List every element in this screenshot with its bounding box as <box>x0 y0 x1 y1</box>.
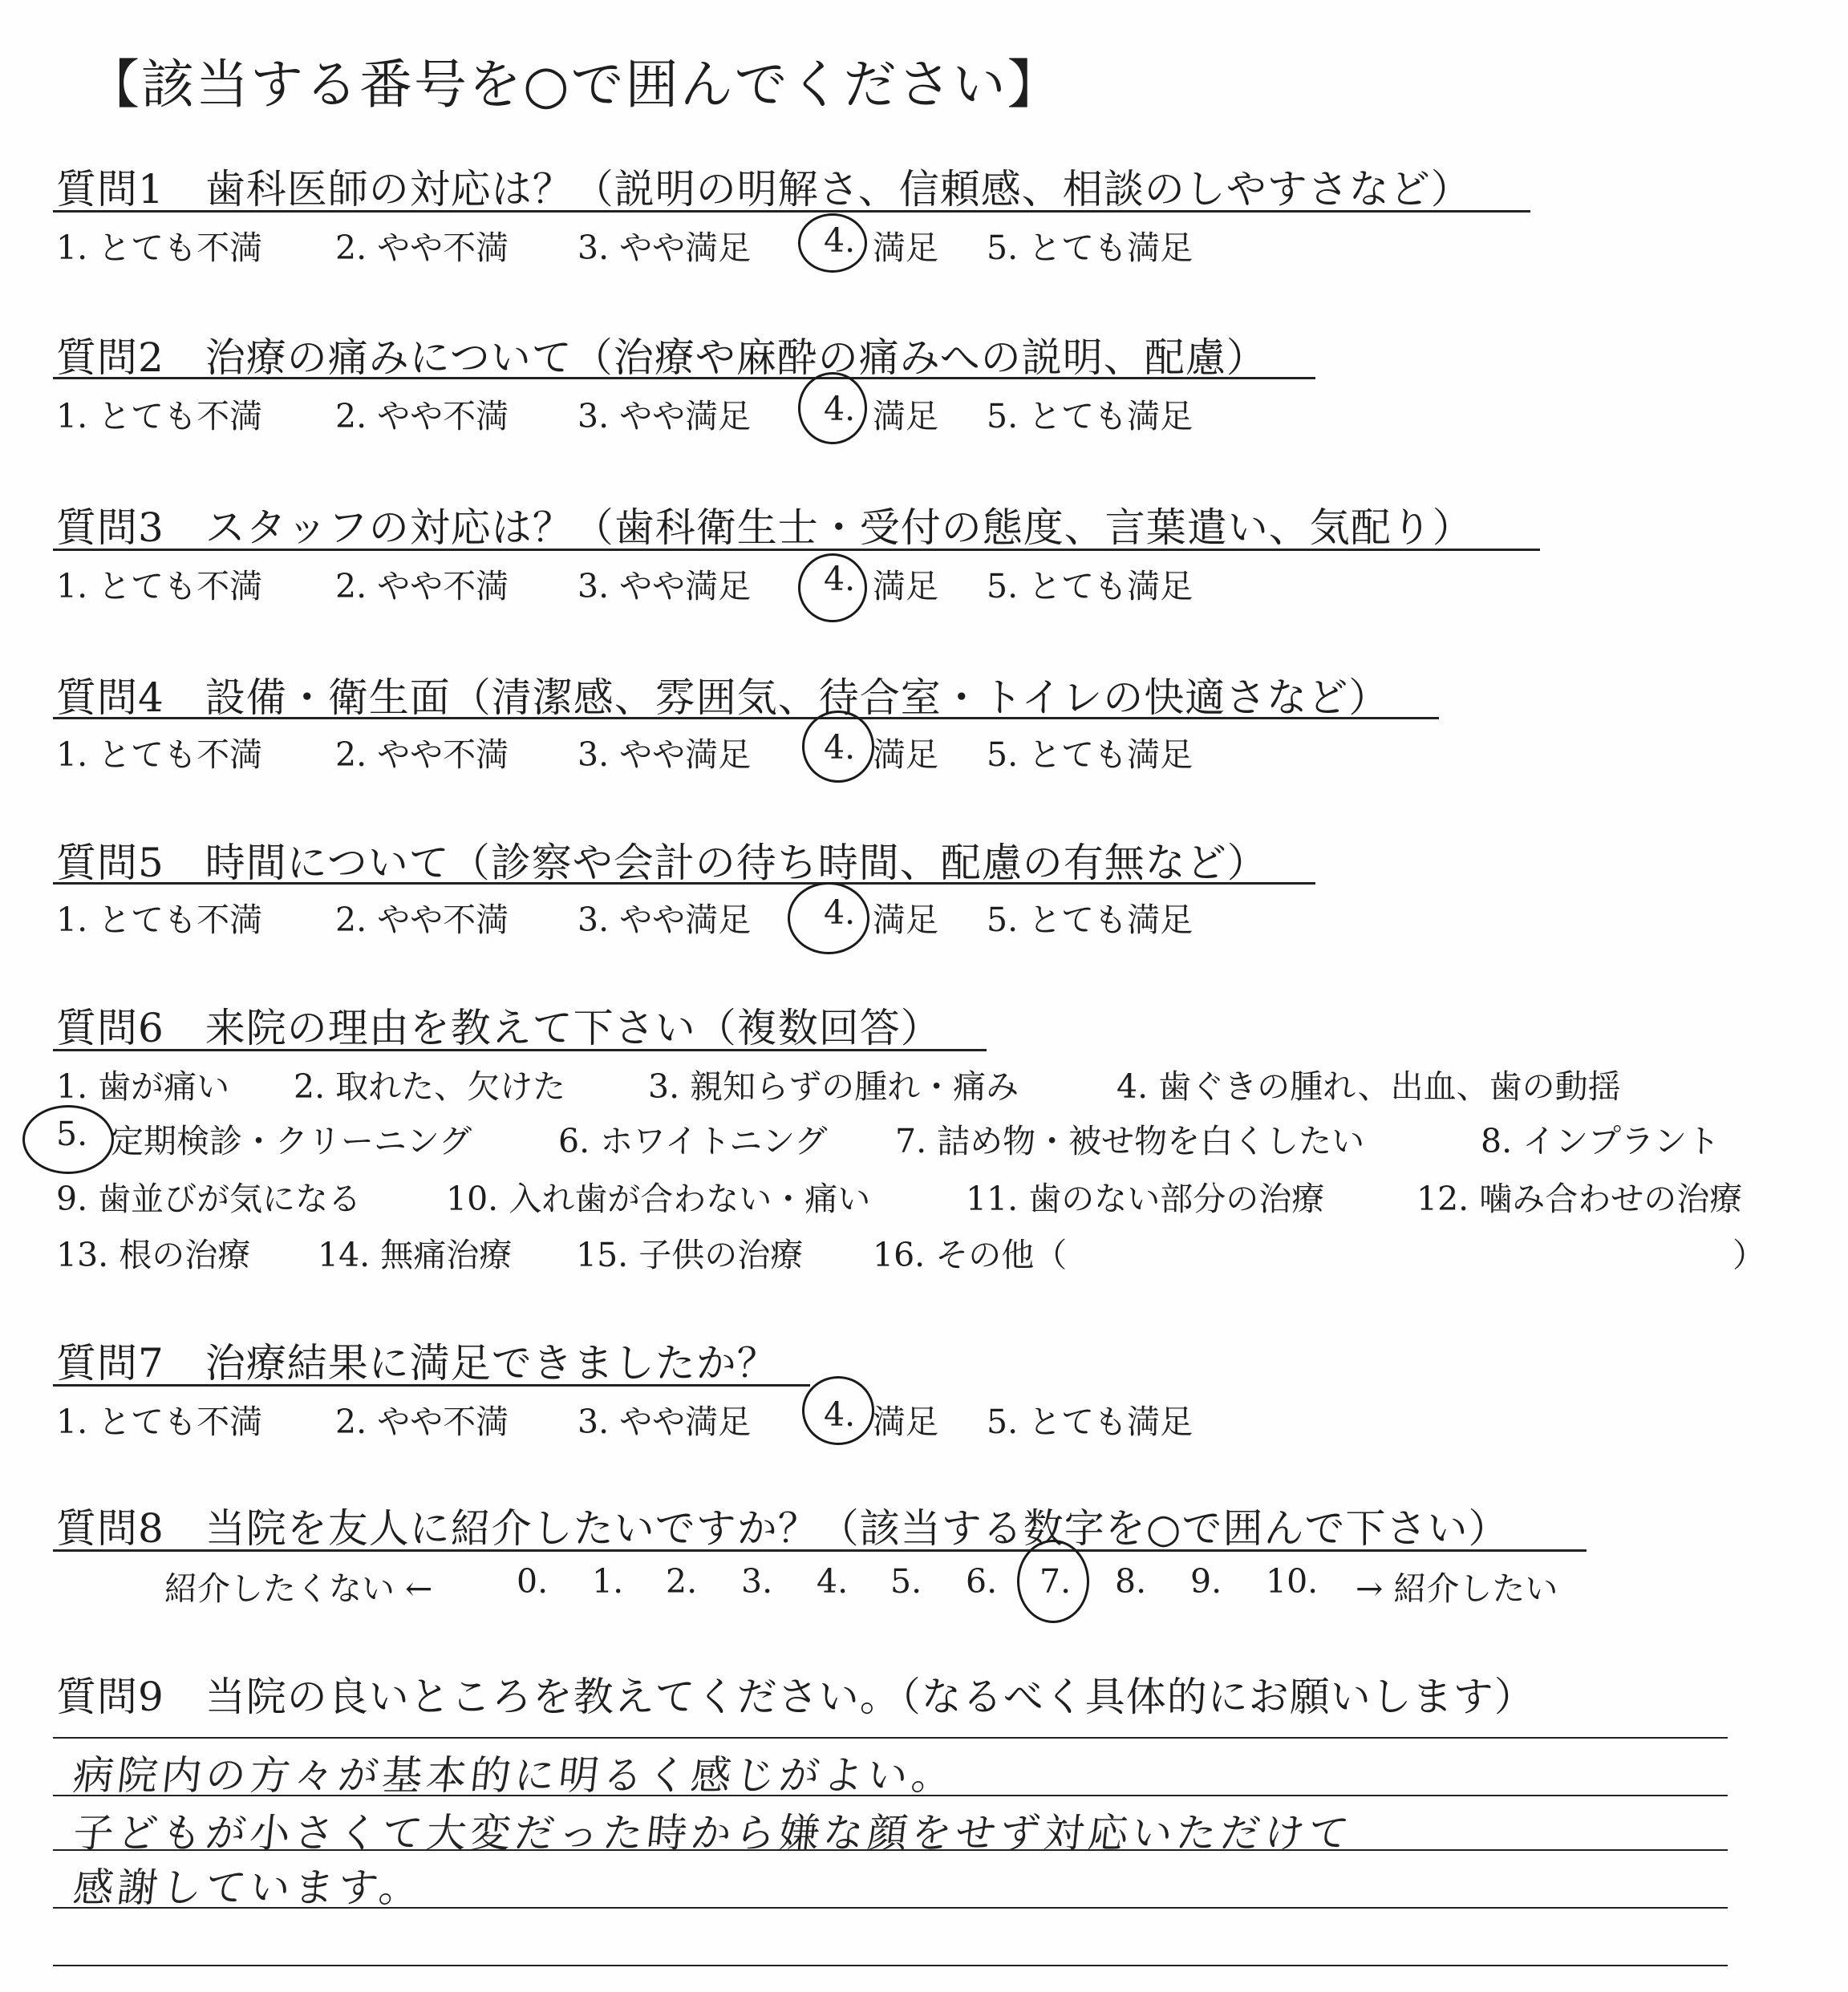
option-3[interactable]: 3. やや満足 <box>578 229 752 267</box>
question-6-row-3 <box>56 1172 1821 1217</box>
option-5[interactable]: 5. とても満足 <box>987 1403 1194 1441</box>
question-7-underline <box>53 1384 810 1387</box>
option-4-number[interactable]: 4. <box>824 1395 856 1434</box>
question-5-title: 質問5 時間について（診察や会計の待ち時間、配慮の有無など） <box>56 840 1268 886</box>
question-1-title: 質問1 歯科医師の対応は？（説明の明解さ、信頼感、相談のしやすさなど） <box>56 166 1472 213</box>
scale-10[interactable]: 10. <box>1266 1562 1319 1601</box>
question-8-scale <box>0 1562 1848 1607</box>
reason-5-label[interactable]: 定期検診・クリーニング <box>111 1122 472 1160</box>
scale-1[interactable]: 1. <box>592 1562 624 1601</box>
question-7-options <box>56 1395 1259 1440</box>
scale-8[interactable]: 8. <box>1115 1562 1147 1601</box>
answer-line <box>53 1965 1728 1966</box>
reason-3[interactable]: 3. 親知らずの腫れ・痛み <box>648 1067 1019 1106</box>
question-6-row-2 <box>56 1115 1821 1160</box>
scale-left-label: 紹介したくない ← <box>164 1569 433 1608</box>
option-4-number[interactable]: 4. <box>824 390 856 428</box>
reason-13[interactable]: 13. 根の治療 <box>56 1236 251 1274</box>
instruction-header: 【該当する番号を○で囲んでください】 <box>87 54 1062 115</box>
reason-16-close-paren: ） <box>1732 1236 1765 1274</box>
question-2-underline <box>53 377 1315 379</box>
option-4-label[interactable]: 満足 <box>873 1403 938 1441</box>
option-4-number[interactable]: 4. <box>824 560 856 598</box>
question-4-title: 質問4 設備・衛生面（清潔感、雰囲気、待合室・トイレの快適さなど） <box>56 674 1390 721</box>
option-4-label[interactable]: 満足 <box>873 567 938 605</box>
question-1-options <box>56 221 1259 266</box>
question-8-title: 質問8 当院を友人に紹介したいですか？（該当する数字を○で囲んで下さい） <box>56 1505 1510 1552</box>
reason-2[interactable]: 2. 取れた、欠けた <box>294 1067 566 1106</box>
scale-2[interactable]: 2. <box>666 1562 698 1601</box>
option-5[interactable]: 5. とても満足 <box>987 229 1194 267</box>
question-9-title: 質問9 当院の良いところを教えてください。（なるべく具体的にお願いします） <box>56 1674 1535 1720</box>
reason-10[interactable]: 10. 入れ歯が合わない・痛い <box>446 1180 871 1218</box>
scale-3[interactable]: 3. <box>741 1562 773 1601</box>
question-7-title: 質問7 治療結果に満足できましたか？ <box>56 1340 778 1387</box>
reason-6[interactable]: 6. ホワイトニング <box>558 1122 828 1160</box>
option-4-number[interactable]: 4. <box>824 893 856 932</box>
reason-4[interactable]: 4. 歯ぐきの腫れ、出血、歯の動揺 <box>1116 1067 1621 1106</box>
option-2[interactable]: 2. やや不満 <box>335 901 509 939</box>
question-6-underline <box>53 1049 987 1051</box>
option-1[interactable]: 1. とても不満 <box>56 901 263 939</box>
scale-6[interactable]: 6. <box>966 1562 998 1601</box>
option-3[interactable]: 3. やや満足 <box>578 567 752 605</box>
reason-8[interactable]: 8. インプラント <box>1481 1122 1720 1160</box>
question-6-row-1 <box>56 1060 1821 1105</box>
option-4-label[interactable]: 満足 <box>873 397 938 435</box>
option-2[interactable]: 2. やや不満 <box>335 229 509 267</box>
question-5-underline <box>53 882 1315 885</box>
reason-7[interactable]: 7. 詰め物・被せ物を白くしたい <box>895 1122 1365 1160</box>
reason-14[interactable]: 14. 無痛治療 <box>318 1236 513 1274</box>
reason-15[interactable]: 15. 子供の治療 <box>576 1236 804 1274</box>
option-1[interactable]: 1. とても不満 <box>56 735 263 774</box>
question-6-title: 質問6 来院の理由を教えて下さい（複数回答） <box>56 1005 942 1051</box>
option-1[interactable]: 1. とても不満 <box>56 397 263 435</box>
scale-9[interactable]: 9. <box>1190 1562 1222 1601</box>
handwritten-answer-line-2: 子どもが小さくて大変だった時から嫌な顔をせず対応いただけて <box>71 1810 1356 1856</box>
question-4-underline <box>53 717 1439 719</box>
option-4-label[interactable]: 満足 <box>873 735 938 774</box>
option-3[interactable]: 3. やや満足 <box>578 735 752 774</box>
question-2-title: 質問2 治療の痛みについて（治療や麻酔の痛みへの説明、配慮） <box>56 334 1267 381</box>
reason-11[interactable]: 11. 歯のない部分の治療 <box>966 1180 1325 1218</box>
option-2[interactable]: 2. やや不満 <box>335 397 509 435</box>
option-1[interactable]: 1. とても不満 <box>56 567 263 605</box>
question-5-options <box>56 893 1259 938</box>
option-4-label[interactable]: 満足 <box>873 229 938 267</box>
option-3[interactable]: 3. やや満足 <box>578 397 752 435</box>
scale-7[interactable]: 7. <box>1040 1562 1072 1601</box>
option-3[interactable]: 3. やや満足 <box>578 901 752 939</box>
reason-5-number[interactable]: 5. <box>56 1115 88 1153</box>
option-4-label[interactable]: 満足 <box>873 901 938 939</box>
question-3-title: 質問3 スタッフの対応は？（歯科衛生士・受付の態度、言葉遣い、気配り） <box>56 504 1473 551</box>
option-3[interactable]: 3. やや満足 <box>578 1403 752 1441</box>
option-4-number[interactable]: 4. <box>824 221 856 260</box>
question-4-options <box>56 728 1259 773</box>
reason-1[interactable]: 1. 歯が痛い <box>56 1067 230 1106</box>
option-5[interactable]: 5. とても満足 <box>987 901 1194 939</box>
reason-16[interactable]: 16. その他（ <box>873 1236 1068 1274</box>
question-3-options <box>56 560 1259 605</box>
option-1[interactable]: 1. とても不満 <box>56 1403 263 1441</box>
option-5[interactable]: 5. とても満足 <box>987 735 1194 774</box>
scale-5[interactable]: 5. <box>890 1562 922 1601</box>
scale-right-label: → 紹介したい <box>1356 1569 1558 1608</box>
option-2[interactable]: 2. やや不満 <box>335 567 509 605</box>
handwritten-answer-line-3: 感謝しています。 <box>71 1864 426 1911</box>
answer-line <box>53 1737 1728 1739</box>
handwritten-answer-line-1: 病院内の方々が基本的に明るく感じがよい。 <box>71 1752 958 1799</box>
question-6-row-4 <box>56 1229 1821 1273</box>
question-3-underline <box>53 549 1540 551</box>
question-2-options <box>56 390 1259 435</box>
option-1[interactable]: 1. とても不満 <box>56 229 263 267</box>
question-1-underline <box>53 210 1530 213</box>
reason-9[interactable]: 9. 歯並びが気になる <box>56 1180 362 1218</box>
option-2[interactable]: 2. やや不満 <box>335 1403 509 1441</box>
scale-4[interactable]: 4. <box>817 1562 849 1601</box>
option-5[interactable]: 5. とても満足 <box>987 567 1194 605</box>
scale-0[interactable]: 0. <box>517 1562 549 1601</box>
option-5[interactable]: 5. とても満足 <box>987 397 1194 435</box>
question-8-underline <box>53 1549 1587 1552</box>
option-4-number[interactable]: 4. <box>824 728 856 767</box>
reason-12[interactable]: 12. 噛み合わせの治療 <box>1416 1180 1743 1218</box>
option-2[interactable]: 2. やや不満 <box>335 735 509 774</box>
